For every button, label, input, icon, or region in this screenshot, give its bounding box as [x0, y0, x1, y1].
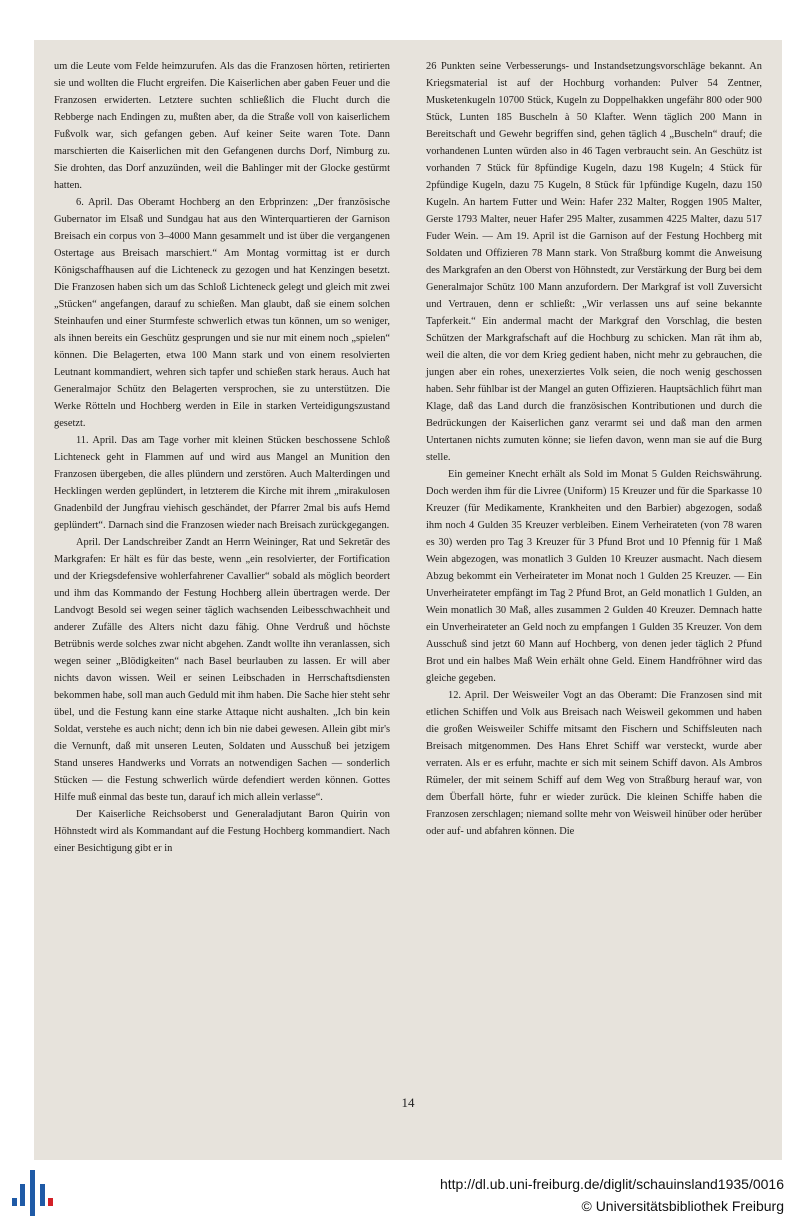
copyright-text: © Universitätsbibliothek Freiburg [581, 1198, 784, 1214]
paragraph: April. Der Landschreiber Zandt an Herrn Weininger, Rat und Sekretär des Markgrafen: Er hält es für das beste, wenn „ein resolvierter, der Fortification und der Kriegsdefensive wohlerfahrener Cavallier“ sobald als möglich beordert und ihm das Kommando der Festung Hochberg allein übertragen werde. Der Landvogt Besold sei wegen seiner täglich wachsenden Leibesschwachheit und anderer Zufälle des Alters nicht dazu fähig. Ohne Verdruß und höchste Betrübnis werde solches zwar nicht abgehen. Zandt wollte ihn veranlassen, sich wegen seiner „Blödigkeiten“ nach Basel beurlauben zu lassen. Er will aber nichts davon wissen. Weil er seinen Leibschaden in Herrschaftsdiensten bekommen habe, soll man auch Geduld mit ihm haben. Die Sache hier steht sehr übel, und die Festung kann eine starke Attaque nicht aushalten. „Ich bin kein Soldat, verstehe es auch nicht; denn ich bin nie dabei gewesen. Allein gibt mir's die Vernunft, daß mit unseren Leuten, Soldaten und Ausschuß bei jetzigem Stand unseres Handwerks und Vorrats an notwendigen Sachen — sonderlich Stücken — die Festung schwerlich würde defendiert werden können. Gottes Hilfe muß einmal das beste tun, darauf ich mich allein verlasse“. [54, 537, 390, 803]
paragraph: 6. April. Das Oberamt Hochberg an den Erbprinzen: „Der französische Gubernator im Elsaß und Sundgau hat aus den Winterquartieren der Garnison Breisach ein corpus von 3–4000 Mann gesammelt und ist über die vergangenen Ostertage aus Breisach marschiert.“ Am Montag vormittag ist er durch Königschaffhausen auf die Lichteneck zu gezogen und hat Kenzingen besetzt. Die Franzosen haben sich um das Schloß Lichteneck gelegt und gleich mit zwei „Stücken“ angefangen, darauf zu schießen. Man glaubt, daß sie einem solchen Steinhaufen und einer Sturmfeste schwerlich etwas tun können, um so weniger, als ihnen bereits ein Geschütz gesprungen und sie nur mit einem noch „spielen“ können. Die Belagerten, etwa 100 Mann stark und von einem resolvierten Leutnant kommandiert, wehren sich tapfer und schießen stark heraus. Auch hat Generalmajor Schütz den Belagerten versprochen, sie zu unterstützen. Die Werke Rötteln und Hochberg werden in Eile in starken Verteidigungszustand gesetzt. [54, 197, 390, 429]
page-number: 14 [401, 1095, 415, 1110]
footer-bar [0, 1160, 800, 1222]
paragraph: 12. April. Der Weisweiler Vogt an das Oberamt: Die Franzosen sind mit etlichen Schiffen und Volk aus Breisach nach Weisweil gekommen und haben die großen Weisweiler Schiffe mitsamt den Fischern und Schiffsleuten nach Breisach mitgenommen. Des Hans Ehret Schiff war versteckt, wurde aber verraten. Als er es erfuhr, machte er sich mit seinem Schiff davon. Als Ambros Rümeler, der mit seinem Schiff auf dem Weg von Straßburg herauf war, von dem Überfall hörte, fuhr er wieder zurück. Die kleinen Schiffe haben die Franzosen zerschlagen; niemand sollte mehr von Weisweil hinüber oder herüber oder auf- und abfahren können. Die [426, 690, 762, 837]
permalink-url[interactable]: http://dl.ub.uni-freiburg.de/diglit/schauinsland1935/0016 [439, 1176, 784, 1192]
library-logo-icon [10, 1168, 54, 1218]
paragraph: Ein gemeiner Knecht erhält als Sold im Monat 5 Gulden Reichswährung. Doch werden ihm für die Livree (Uniform) 15 Kreuzer und für die Sparkasse 10 Kreuzer (für Medikamente, Krankheiten und den Barbier) abgezogen, sodaß ihm noch 4 Gulden 35 Kreuzer verbleiben. Einem Verheirateten (von 78 waren es 30) werden pro Tag 3 Kreuzer für 3 Pfund Brot und 10 Pfennig für 1 Maß Wein abgezogen, was monatlich 3 Gulden 10 Kreuzer ausmacht. Nach diesem Abzug bekommt ein Verheirateter im Monat noch 1 Gulden 25 Kreuzer. — Ein Unverheirateter empfängt im Tag 2 Pfund Brot, an Geld monatlich 1 Gulden, an Wein monatlich 30 Maß, alles zusammen 2 Gulden 40 Kreuzer. Demnach hatte ein Unverheirateter an Geld noch zu empfangen 1 Gulden 35 Kreuzer. Von dem Ausschuß sind jetzt 60 Mann auf Hochberg, von denen jeder täglich 2 Pfund Brot und ein halbes Maß Wein erhält ohne Geld. Einem Handfröhner wird das gleiche gegeben. [426, 469, 762, 684]
left-text-column [54, 58, 390, 857]
paragraph: um die Leute vom Felde heimzurufen. Als das die Franzosen hörten, retirierten sie und wollten die Flucht ergreifen. Die Kaiserlichen aber gaben Feuer und die Franzosen erwiderten. Letztere suchten schließlich die Flucht durch die Rebberge nach Endingen zu, mußten aber, da die Straße voll von kaiserlichem Fußvolk war, sich gefangen geben. Auf keiner Seite waren Tote. Dann marschierten die Kaiserlichen mit den Gefangenen durchs Dorf, Nimburg zu. Sie drohten, das Dorf anzuzünden, weil die Bahlinger mit der Glocke gestürmt hatten. [54, 61, 390, 191]
paragraph: 26 Punkten seine Verbesserungs- und Instandsetzungsvorschläge bekannt. An Kriegsmaterial ist auf der Hochburg vorhanden: Pulver 54 Zentner, Musketenkugeln 10700 Stück, Kugeln zu Doppelhakken ungefähr 800 oder 900 Stück, Lunten 185 Buscheln à 50 Klafter. Wenn täglich 200 Mann in Bereitschaft und Gewehr begriffen sind, gehen täglich 4 „Buscheln“ drauf; die vorhandenen Lunten würden also in 46 Tagen verbraucht sein. An Geschütz ist vorhanden 7 Stück für 8pfündige Kugeln, dazu 198 Kugeln; 4 Stück für 2pfündige Kugeln, dazu 75 Kugeln, 8 Stück für 1pfündige Kugeln, dazu 150 Kugeln. An hartem Futter und Wein: Hafer 232 Malter, Roggen 1905 Malter, Gerste 1793 Malter, neuer Hafer 295 Malter, zusammen 4225 Malter, dazu 517 Fuder Wein. — Am 19. April ist die Garnison auf der Festung Hochberg mit Soldaten und Offizieren 78 Mann stark. Von Straßburg kommt die Anweisung des Markgrafen an den Oberst von Höhnstedt, zur Verstärkung der Burg bei dem Generalmajor Schütz 100 Mann anzufordern. Der Markgraf ist voll Zuversicht und Vertrauen, denn er schließt: „Wir verlassen uns auf seine bekannte Tapferkeit.“ Ein andermal macht der Markgraf den Vorschlag, die besten Schützen der Markgrafschaft auf die Hochburg zu schicken. Man rät ihm ab, weil die alten, die vor dem Krieg gedient haben, nicht mehr zu gebrauchen, die jungen aber ein rohes, unexerziertes Volk seien, die noch wenig geschossen haben. Sehr fühlbar ist der Mangel an guten Offizieren. Hauptsächlich führt man Klage, daß das Land durch die französischen Kontributionen und durch die Bedrückungen der Kaiserlichen ganz verarmt sei und daß man den armen Untertanen nichts zumuten könne; sie liefen davon, wenn man sie auf die Burg stelle. [426, 61, 762, 463]
right-text-column [426, 58, 762, 840]
scanned-page [34, 40, 782, 1160]
paragraph: 11. April. Das am Tage vorher mit kleinen Stücken beschossene Schloß Lichteneck geht in Flammen auf und wird aus Mangel an Munition den Franzosen übergeben, die alles plündern und zerstören. Auch Malterdingen und Hecklingen werden geplündert, in letzterem die Kirche mit ihrem „mirakulosen Gnadenbild der Jungfrau viehisch geschändet, der Pfarrer 2mal bis aufs Hemd geplündert“. Darnach sind die Franzosen wieder nach Breisach zurückgegangen. [54, 435, 390, 531]
paragraph: Der Kaiserliche Reichsoberst und Generaladjutant Baron Quirin von Höhnstedt wird als Kommandant auf die Festung Hochberg kommandiert. Nach einer Besichtigung gibt er in [54, 809, 390, 854]
